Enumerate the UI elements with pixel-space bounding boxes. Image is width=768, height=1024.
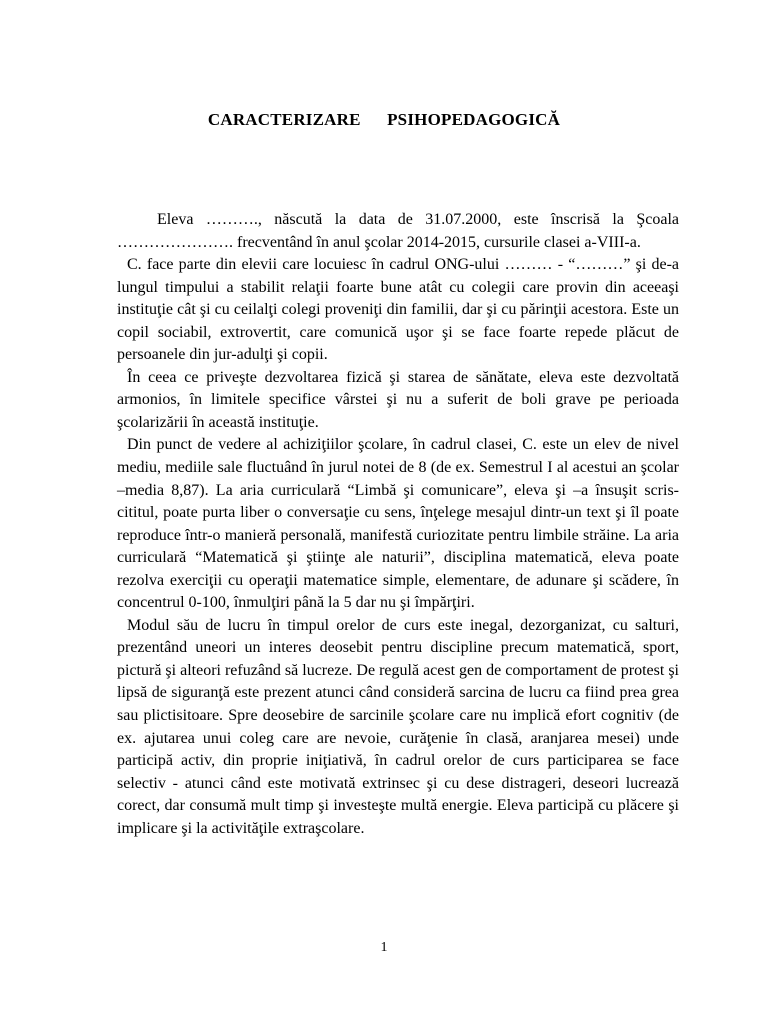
paragraph-3: În ceea ce priveşte dezvoltarea fizică şi starea de sănătate, eleva este dezvoltată armonios, în limitele specifice vârstei şi nu a suferit de boli grave pe perioada şcolarizării în această instituţie. xyxy=(117,368,679,431)
paragraph-5: Modul său de lucru în timpul orelor de curs este inegal, dezorganizat, cu salturi, prezentând uneori un interes deosebit pentru discipline precum matematică, sport, pictură şi alteori refuzând să lucreze. De regulă acest gen de comportament de protest şi lipsă de siguranţă este prezent atunci când consideră sarcina de lucru ca fiind prea grea sau plictisitoare. Spre deosebire de sarcinile şcolare care nu implică efort cognitiv (de ex. ajutarea unui coleg care are nevoie, curăţenie în clasă, aranjarea mesei) unde participă activ, din proprie iniţiativă, în cadrul orelor de curs participarea se face selectiv - atunci când este motivată extrinsec şi cu dese distrageri, deseori lucrează corect, dar consumă mult timp şi investeşte multă energie. Eleva participă cu plăcere şi implicare şi la activităţile extraşcolare. xyxy=(117,616,679,837)
paragraph-2: C. face parte din elevii care locuiesc în cadrul ONG-ului ……… - “………” şi de-a lungul timpului a stabilit relaţii foarte bune atât cu colegii care provin din aceeaşi instituţie cât şi cu ceilalţi colegi proveniţi din familii, dar şi cu părinţii acestora. Este un copil sociabil, extrovertit, care comunică uşor şi se face foarte repede plăcut de persoanele din jur-adulţi şi copii. xyxy=(117,256,679,364)
paragraph-4: Din punct de vedere al achiziţiilor şcolare, în cadrul clasei, C. este un elev de nivel mediu, mediile sale fluctuând în jurul notei de 8 (de ex. Semestrul I al acestui an şcolar –media 8,87). La aria curriculară “Limbă şi comunicare”, eleva şi –a însuşit scris-cititul, poate purta liber o conversaţie cu sens, înţelege mesajul dintr-un text şi îl poate reproduce într-o manieră personală, manifestă curiozitate pentru limbile străine. La aria curriculară “Matematică şi ştiinţe ale naturii”, disciplina matematică, eleva poate rezolva exerciţii cu operaţii matematice simple, elementare, de adunare şi scădere, în concentrul 0-100, înmulţiri până la 5 dar nu şi împărţiri. xyxy=(117,436,679,612)
paragraph-1: Eleva ………., născută la data de 31.07.2000, este înscrisă la Şcoala …………………. frecventând în anul şcolar 2014-2015, cursurile clasei a-VIII-a. xyxy=(117,211,679,251)
page-number: 1 xyxy=(380,940,388,955)
document-body xyxy=(117,209,679,840)
document-title: CARACTERIZARE PSIHOPEDAGOGICĂ xyxy=(207,110,561,129)
